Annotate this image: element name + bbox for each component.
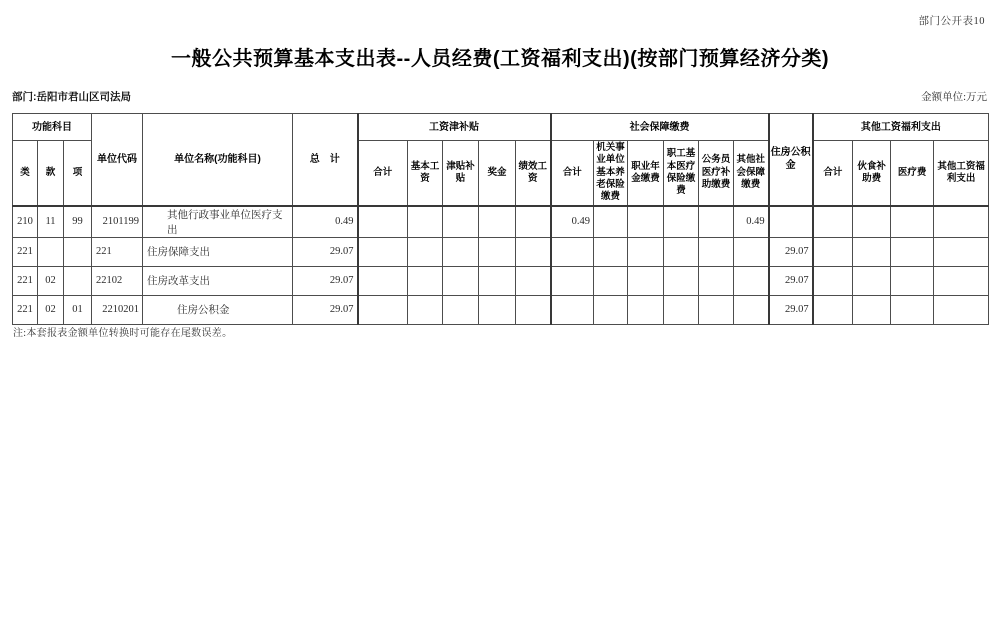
table-cell: 29.07 [769, 295, 813, 324]
table-cell [664, 295, 699, 324]
col-group-function: 功能科目 [13, 114, 92, 141]
col-header-medical-fee: 医疗费 [891, 141, 934, 206]
table-cell [664, 266, 699, 295]
col-group-social-security: 社会保障缴费 [551, 114, 769, 141]
table-cell [443, 295, 479, 324]
table-cell [934, 295, 989, 324]
table-cell [664, 237, 699, 266]
table-cell [516, 237, 551, 266]
col-group-salary-allowance: 工资津补贴 [358, 114, 551, 141]
table-cell [813, 266, 853, 295]
footnote: 注:本套报表金额单位转换时可能存在尾数误差。 [13, 328, 233, 339]
table-cell: 29.07 [293, 237, 358, 266]
table-cell [853, 266, 891, 295]
meta-row [12, 89, 987, 104]
table-cell [408, 206, 443, 238]
table-cell [64, 266, 92, 295]
col-group-other-welfare: 其他工资福利支出 [813, 114, 989, 141]
table-cell [813, 295, 853, 324]
table-cell: 29.07 [293, 266, 358, 295]
table-row [13, 266, 989, 295]
table-cell [358, 237, 408, 266]
table-row [13, 295, 989, 324]
table-cell [891, 206, 934, 238]
table-cell [443, 237, 479, 266]
table-cell: 2101199 [92, 206, 143, 238]
table-body [13, 206, 989, 325]
table-cell [628, 266, 664, 295]
table-cell [628, 206, 664, 238]
table-cell: 210 [13, 206, 38, 238]
table-cell [594, 266, 628, 295]
page-title: 一般公共预算基本支出表--人员经费(工资福利支出)(按部门预算经济分类) [171, 48, 829, 70]
table-cell: 29.07 [293, 295, 358, 324]
table-cell [628, 295, 664, 324]
table-cell [551, 237, 594, 266]
budget-table [12, 113, 989, 325]
table-cell: 29.07 [769, 237, 813, 266]
department-label: 部门:岳阳市君山区司法局 [12, 91, 131, 103]
table-cell [891, 237, 934, 266]
table-cell [551, 266, 594, 295]
col-header-social-total: 合计 [551, 141, 594, 206]
table-cell [934, 206, 989, 238]
table-cell [358, 295, 408, 324]
table-cell [64, 237, 92, 266]
table-cell [891, 266, 934, 295]
table-cell [813, 206, 853, 238]
table-cell: 其他行政事业单位医疗支出 [143, 206, 293, 238]
table-cell: 住房保障支出 [143, 237, 293, 266]
col-header-meal-subsidy: 伙食补助费 [853, 141, 891, 206]
table-cell: 02 [38, 266, 64, 295]
table-cell [699, 295, 734, 324]
col-header-class: 类 [13, 141, 38, 206]
col-header-bonus: 奖金 [479, 141, 516, 206]
col-header-civil-servant-medical: 公务员医疗补助缴费 [699, 141, 734, 206]
table-cell: 22102 [92, 266, 143, 295]
table-cell: 29.07 [769, 266, 813, 295]
table-cell [699, 206, 734, 238]
table-cell [813, 237, 853, 266]
header-row-groups [13, 114, 989, 141]
table-wrapper [12, 113, 989, 325]
table-cell [479, 237, 516, 266]
table-cell [516, 295, 551, 324]
table-row [13, 206, 989, 238]
table-cell [734, 237, 769, 266]
col-header-other-welfare-expense: 其他工资福利支出 [934, 141, 989, 206]
table-cell [628, 237, 664, 266]
table-cell [358, 266, 408, 295]
table-row [13, 237, 989, 266]
table-cell [479, 206, 516, 238]
table-cell [408, 266, 443, 295]
col-header-section: 款 [38, 141, 64, 206]
col-header-unit-code: 单位代码 [92, 114, 143, 206]
table-cell [934, 266, 989, 295]
doc-label: 部门公开表10 [918, 16, 985, 27]
table-cell: 2210201 [92, 295, 143, 324]
col-header-grand-total: 总 计 [293, 114, 358, 206]
table-cell [734, 266, 769, 295]
table-cell [479, 266, 516, 295]
table-cell [769, 206, 813, 238]
col-header-medical-insurance: 职工基本医疗保险缴费 [664, 141, 699, 206]
table-cell: 99 [64, 206, 92, 238]
col-header-item: 项 [64, 141, 92, 206]
table-cell: 住房公积金 [143, 295, 293, 324]
table-cell: 0.49 [551, 206, 594, 238]
table-cell: 0.49 [293, 206, 358, 238]
table-cell [594, 237, 628, 266]
table-cell [891, 295, 934, 324]
table-cell: 221 [13, 266, 38, 295]
table-cell [38, 237, 64, 266]
table-cell [408, 295, 443, 324]
col-header-housing-fund: 住房公积金 [769, 114, 813, 206]
col-header-pension-insurance: 机关事业单位基本养老保险缴费 [594, 141, 628, 206]
table-cell [699, 237, 734, 266]
col-header-other-total: 合计 [813, 141, 853, 206]
table-cell [551, 295, 594, 324]
col-header-performance-pay: 绩效工资 [516, 141, 551, 206]
amount-unit-label: 金额单位:万元 [921, 92, 987, 103]
table-cell: 221 [13, 237, 38, 266]
table-cell [664, 206, 699, 238]
table-cell [516, 266, 551, 295]
col-header-basic-salary: 基本工资 [408, 141, 443, 206]
table-cell [443, 206, 479, 238]
table-cell [594, 206, 628, 238]
table-cell [853, 295, 891, 324]
table-cell: 02 [38, 295, 64, 324]
table-cell [853, 206, 891, 238]
table-cell [358, 206, 408, 238]
col-header-occupational-annuity: 职业年金缴费 [628, 141, 664, 206]
col-header-salary-total: 合计 [358, 141, 408, 206]
table-cell: 11 [38, 206, 64, 238]
table-cell [516, 206, 551, 238]
table-cell [934, 237, 989, 266]
table-cell: 0.49 [734, 206, 769, 238]
table-cell [734, 295, 769, 324]
table-cell: 221 [92, 237, 143, 266]
table-cell [699, 266, 734, 295]
table-cell [479, 295, 516, 324]
table-cell [408, 237, 443, 266]
col-header-other-social-security: 其他社会保障缴费 [734, 141, 769, 206]
table-cell [594, 295, 628, 324]
col-header-allowance: 津贴补贴 [443, 141, 479, 206]
table-cell [443, 266, 479, 295]
col-header-unit-name: 单位名称(功能科目) [143, 114, 293, 206]
table-cell: 221 [13, 295, 38, 324]
table-header [13, 114, 989, 206]
table-cell: 住房改革支出 [143, 266, 293, 295]
table-cell [853, 237, 891, 266]
table-cell: 01 [64, 295, 92, 324]
